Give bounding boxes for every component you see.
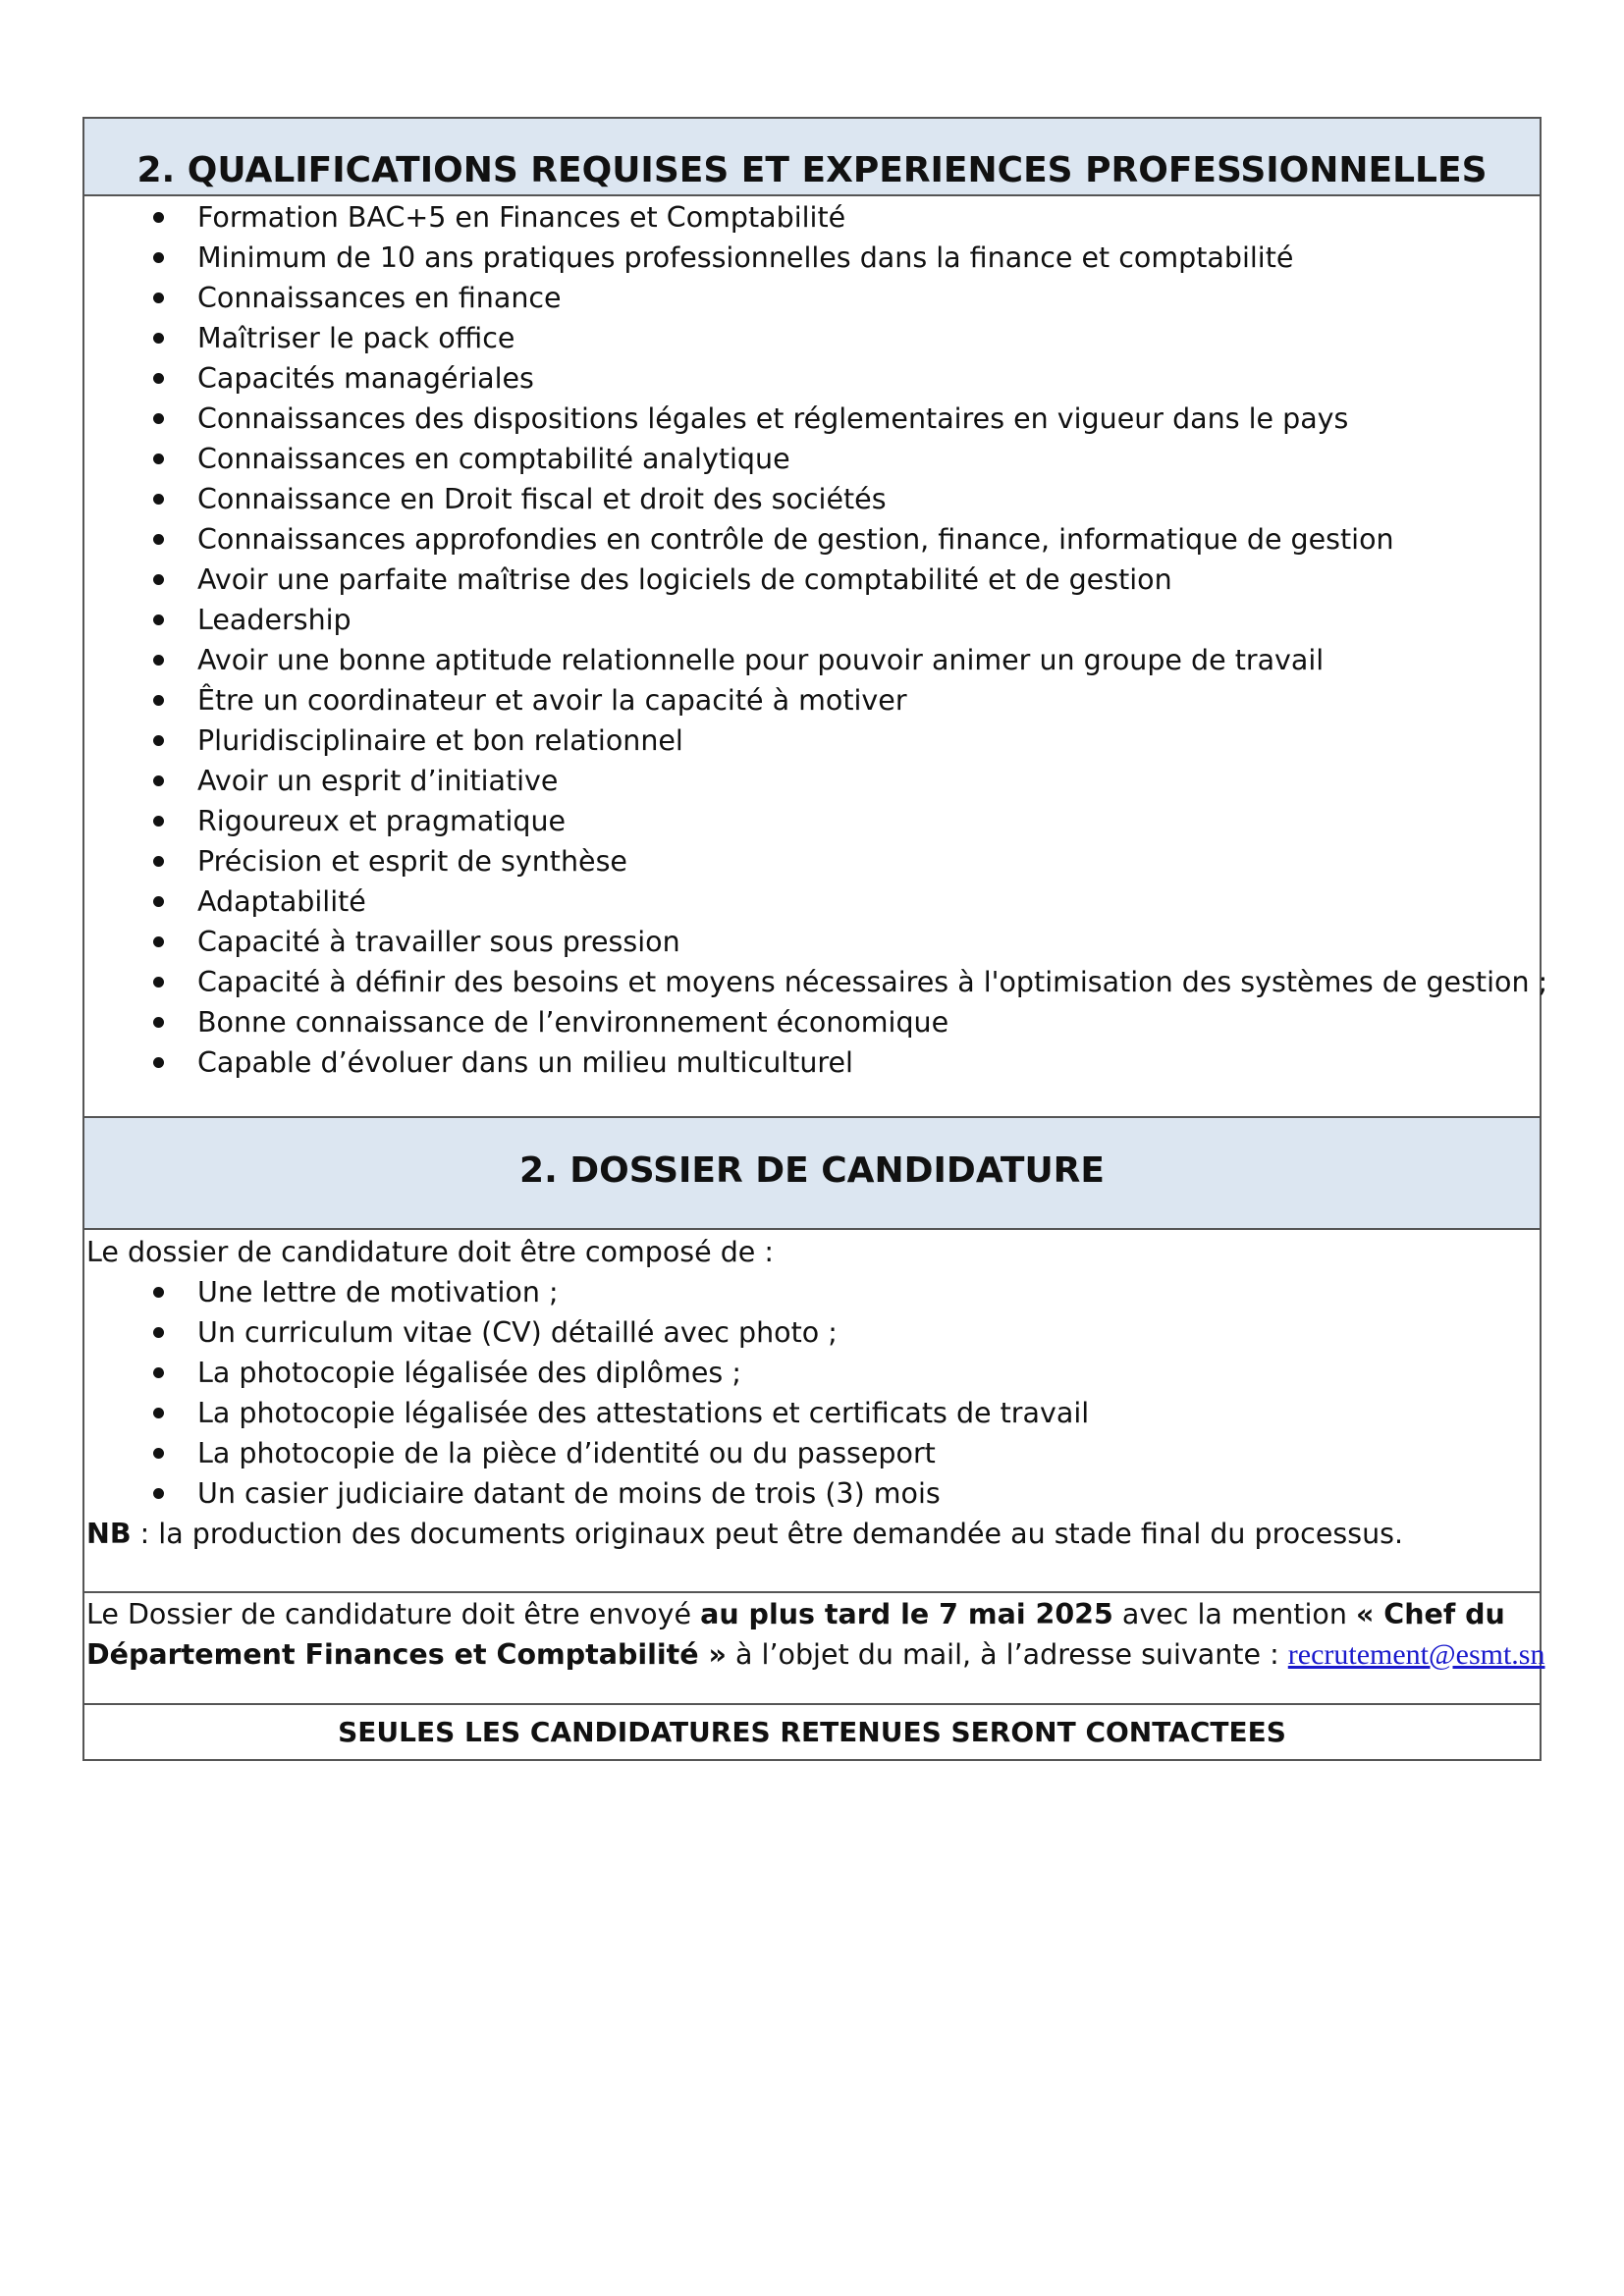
qualification-item [84, 881, 1540, 922]
bullet-icon [153, 614, 164, 625]
document-table [82, 117, 1548, 1761]
qualification-item [84, 197, 1540, 238]
qualification-item [84, 600, 1540, 640]
qualification-item [84, 519, 1540, 560]
bullet-icon [153, 373, 164, 384]
qualification-item-text: Connaissance en Droit fiscal et droit des sociétés [197, 483, 887, 515]
qualification-item-text: Minimum de 10 ans pratiques professionnelles dans la finance et comptabilité [197, 241, 1294, 274]
bullet-icon [153, 1488, 164, 1499]
qualifications-list [84, 197, 1548, 1083]
bullet-icon [153, 896, 164, 907]
bullet-icon [153, 534, 164, 545]
qualification-item-text: Pluridisciplinaire et bon relationnel [197, 724, 683, 757]
qualification-item-text: Capacité à définir des besoins et moyens nécessaires à l'optimisation des systèmes de gestion ; [197, 966, 1548, 998]
bullet-icon [153, 1287, 164, 1298]
qualification-item [84, 358, 1540, 399]
qualification-item [84, 560, 1540, 600]
bullet-icon [153, 1327, 164, 1338]
dossier-item [84, 1353, 1540, 1393]
qualification-item-text: Connaissances des dispositions légales et réglementaires en vigueur dans le pays [197, 402, 1349, 435]
bullet-icon [153, 1057, 164, 1068]
bullet-icon [153, 936, 164, 947]
qualification-item [84, 399, 1540, 439]
qualification-item [84, 318, 1540, 358]
nb-note [84, 1514, 1540, 1554]
dossier-item [84, 1433, 1540, 1473]
envoi-text-1: Le Dossier de candidature doit être envoyé [86, 1598, 701, 1630]
qualification-item [84, 439, 1540, 479]
bullet-icon [153, 574, 164, 585]
qualification-item [84, 841, 1540, 881]
bullet-icon [153, 212, 164, 223]
email-link[interactable]: recrutement@esmt.sn [1287, 1638, 1545, 1671]
qualification-item-text: Capacité à travailler sous pression [197, 926, 680, 958]
dossier-item-text: La photocopie légalisée des attestations et certificats de travail [197, 1397, 1090, 1429]
envoi-deadline: au plus tard le 7 mai 2025 [700, 1598, 1113, 1630]
qualifications-title: 2. QUALIFICATIONS REQUISES ET EXPERIENCES PROFESSIONNELLES [136, 150, 1488, 190]
dossier-item [84, 1473, 1540, 1514]
qualifications-cell [84, 196, 1548, 1116]
bullet-icon [153, 695, 164, 706]
bullet-icon [153, 977, 164, 988]
bullet-icon [153, 413, 164, 424]
dossier-header [84, 1116, 1540, 1230]
qualification-item-text: Formation BAC+5 en Finances et Comptabilité [197, 201, 846, 234]
qualification-item-text: Capable d’évoluer dans un milieu multiculturel [197, 1046, 853, 1079]
dossier-item [84, 1393, 1540, 1433]
qualification-item [84, 962, 1548, 1002]
dossier-cell [84, 1230, 1540, 1591]
qualification-item-text: Être un coordinateur et avoir la capacité à motiver [197, 684, 907, 717]
bullet-icon [153, 1408, 164, 1418]
bullet-icon [153, 252, 164, 263]
qualification-item-text: Bonne connaissance de l’environnement économique [197, 1006, 949, 1039]
dossier-item-text: Un curriculum vitae (CV) détaillé avec photo ; [197, 1316, 838, 1349]
nb-text: : la production des documents originaux peut être demandée au stade final du processus. [131, 1518, 1404, 1550]
qualification-item-text: Connaissances approfondies en contrôle de gestion, finance, informatique de gestion [197, 523, 1394, 556]
qualification-item [84, 640, 1540, 680]
envoi-line-2 [84, 1634, 1545, 1675]
qualification-item [84, 680, 1540, 721]
qualification-item-text: Capacités managériales [197, 362, 534, 395]
dossier-item-text: Un casier judiciaire datant de moins de trois (3) mois [197, 1477, 941, 1510]
qualification-item [84, 801, 1540, 841]
dossier-item-text: La photocopie de la pièce d’identité ou du passeport [197, 1437, 936, 1469]
envoi-text-3: à l’objet du mail, à l’adresse suivante : [726, 1638, 1288, 1671]
dossier-intro: Le dossier de candidature doit être composé de : [86, 1236, 774, 1268]
qualification-item [84, 761, 1540, 801]
qualification-item [84, 278, 1540, 318]
dossier-list [84, 1272, 1540, 1514]
bullet-icon [153, 775, 164, 786]
qualification-item-text: Avoir un esprit d’initiative [197, 765, 559, 797]
bullet-icon [153, 1448, 164, 1459]
envoi-cell [84, 1591, 1545, 1703]
envoi-text-2: avec la mention [1112, 1598, 1356, 1630]
qualification-item-text: Précision et esprit de synthèse [197, 845, 627, 878]
final-notice-cell [84, 1703, 1540, 1759]
bullet-icon [153, 816, 164, 827]
envoi-mention-2: Département Finances et Comptabilité » [86, 1638, 727, 1671]
dossier-item [84, 1312, 1540, 1353]
final-notice: SEULES LES CANDIDATURES RETENUES SERONT CONTACTEES [338, 1716, 1286, 1748]
qualification-item-text: Avoir une bonne aptitude relationnelle pour pouvoir animer un groupe de travail [197, 644, 1325, 676]
qualification-item-text: Avoir une parfaite maîtrise des logiciels de comptabilité et de gestion [197, 563, 1172, 596]
qualification-item-text: Maîtriser le pack office [197, 322, 515, 354]
qualification-item-text: Leadership [197, 604, 352, 636]
qualification-item [84, 238, 1540, 278]
dossier-item-text: La photocopie légalisée des diplômes ; [197, 1357, 741, 1389]
bullet-icon [153, 333, 164, 344]
qualification-item-text: Connaissances en finance [197, 282, 562, 314]
bullet-icon [153, 655, 164, 666]
qualification-item-text: Connaissances en comptabilité analytique [197, 443, 790, 475]
envoi-mention-1: « Chef du [1355, 1598, 1505, 1630]
qualifications-header [84, 119, 1540, 196]
dossier-title: 2. DOSSIER DE CANDIDATURE [519, 1150, 1105, 1191]
qualification-item [84, 479, 1540, 519]
qualification-item-text: Rigoureux et pragmatique [197, 805, 567, 837]
nb-label: NB [86, 1518, 132, 1550]
dossier-item-text: Une lettre de motivation ; [197, 1276, 559, 1308]
qualification-item [84, 1042, 1540, 1083]
dossier-item [84, 1272, 1540, 1312]
bullet-icon [153, 1367, 164, 1378]
bullet-icon [153, 293, 164, 303]
envoi-line-1 [84, 1594, 1540, 1634]
bullet-icon [153, 856, 164, 867]
bullet-icon [153, 735, 164, 746]
bullet-icon [153, 494, 164, 505]
qualification-item [84, 922, 1540, 962]
bullet-icon [153, 454, 164, 464]
qualification-item [84, 1002, 1540, 1042]
qualification-item-text: Adaptabilité [197, 885, 366, 918]
qualification-item [84, 721, 1540, 761]
bullet-icon [153, 1017, 164, 1028]
